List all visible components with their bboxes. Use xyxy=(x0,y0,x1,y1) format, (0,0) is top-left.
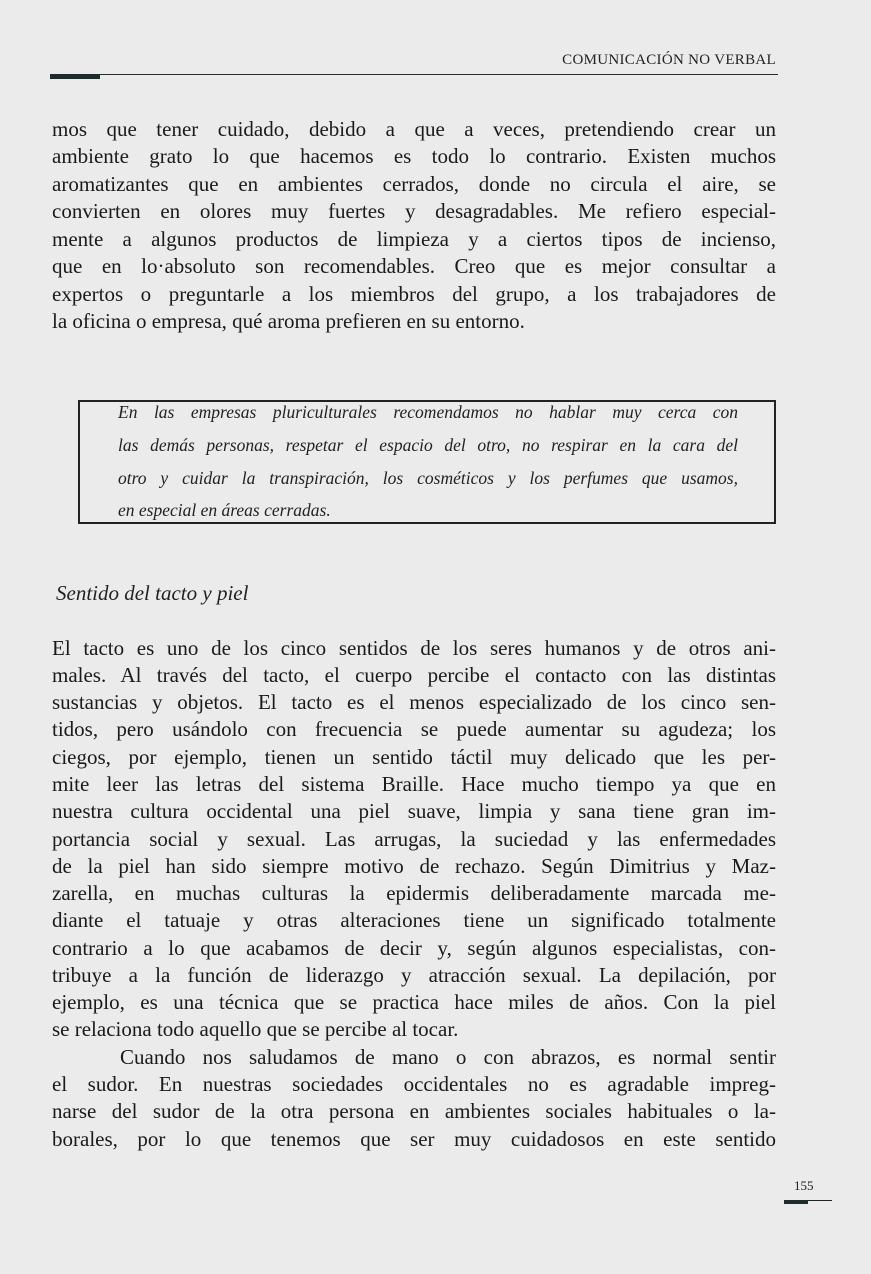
text-line: portancia social y sexual. Las arrugas, la suciedad y las enfermedades xyxy=(52,827,776,851)
footer-rule-block xyxy=(784,1200,808,1204)
running-head: COMUNICACIÓN NO VERBAL xyxy=(562,52,776,68)
header-rule xyxy=(50,74,778,75)
text-line: zarella, en muchas culturas la epidermis deliberadamente marcada me- xyxy=(52,881,776,905)
text-line: nuestra cultura occidental una piel suave, limpia y sana tiene gran im- xyxy=(52,799,776,823)
text-line: contrario a lo que acabamos de decir y, según algunos especialistas, con- xyxy=(52,936,776,960)
note-line: en especial en áreas cerradas. xyxy=(118,500,331,520)
text-line: ciegos, por ejemplo, tienen un sentido táctil muy delicado que les per- xyxy=(52,745,776,769)
text-line: diante el tatuaje y otras alteraciones tiene un significado totalmente xyxy=(52,908,776,932)
text-line: tribuye a la función de liderazgo y atracción sexual. La depilación, por xyxy=(52,963,776,987)
text-line: El tacto es uno de los cinco sentidos de los seres humanos y de otros ani- xyxy=(52,636,776,660)
note-line: otro y cuidar la transpiración, los cosméticos y los perfumes que usamos, xyxy=(118,468,738,488)
text-line: el sudor. En nuestras sociedades occidentales no es agradable impreg- xyxy=(52,1072,776,1096)
text-line: de la piel han sido siempre motivo de rechazo. Según Dimitrius y Maz- xyxy=(52,854,776,878)
note-line: las demás personas, respetar el espacio del otro, no respirar en la cara del xyxy=(118,435,738,455)
text-line: tidos, pero usándolo con frecuencia se puede aumentar su agudeza; los xyxy=(52,717,776,741)
text-line: expertos o preguntarle a los miembros del grupo, a los trabajadores de xyxy=(52,282,776,306)
text-line: sustancias y objetos. El tacto es el menos especializado de los cinco sen- xyxy=(52,690,776,714)
text-line: borales, por lo que tenemos que ser muy cuidadosos en este sentido xyxy=(52,1127,776,1151)
text-line: narse del sudor de la otra persona en ambientes sociales habituales o la- xyxy=(52,1099,776,1123)
text-line: mos que tener cuidado, debido a que a veces, pretendiendo crear un xyxy=(52,117,776,141)
text-line: males. Al través del tacto, el cuerpo percibe el contacto con las distintas xyxy=(52,663,776,687)
text-line: ambiente grato lo que hacemos es todo lo contrario. Existen muchos xyxy=(52,144,776,168)
text-line: convierten en olores muy fuertes y desagradables. Me refiero especial- xyxy=(52,199,776,223)
text-line: la oficina o empresa, qué aroma prefieren en su entorno. xyxy=(52,309,525,333)
note-line: En las empresas pluriculturales recomendamos no hablar muy cerca con xyxy=(118,402,738,422)
text-line: aromatizantes que en ambientes cerrados, donde no circula el aire, se xyxy=(52,172,776,196)
page-number: 155 xyxy=(794,1178,814,1193)
text-line: ejemplo, es una técnica que se practica hace miles de años. Con la piel xyxy=(52,990,776,1014)
section-heading: Sentido del tacto y piel xyxy=(56,581,249,605)
text-line: mente a algunos productos de limpieza y a ciertos tipos de incienso, xyxy=(52,227,776,251)
text-line: que en lo·absoluto son recomendables. Creo que es mejor consultar a xyxy=(52,254,776,278)
text-line: Cuando nos saludamos de mano o con abrazos, es normal sentir xyxy=(120,1045,776,1069)
text-line: mite leer las letras del sistema Braille. Hace mucho tiempo ya que en xyxy=(52,772,776,796)
text-line: se relaciona todo aquello que se percibe al tocar. xyxy=(52,1017,459,1041)
header-rule-block xyxy=(50,74,100,79)
